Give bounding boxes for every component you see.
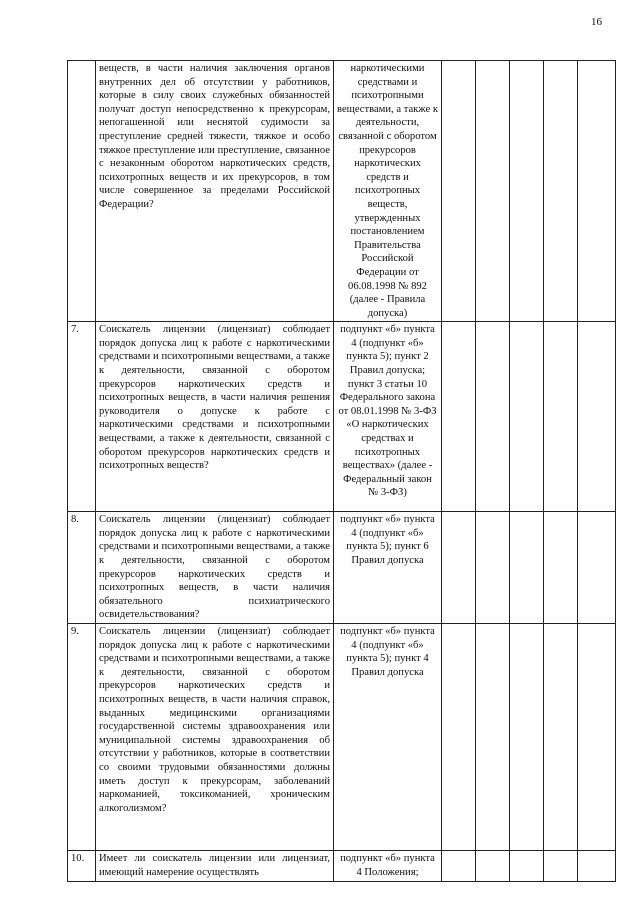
question-text: Соискатель лицензии (лицензиат) соблюдает порядок допуска лиц к работе с наркотическими средствами и психотропными веществами, а также к деятельности, связанной с оборотом прекурсоров наркотических средств и психотропных веществ, в части наличия решения руководителя о допуске к работе с наркотическими средствами и психотропными веществами, а также к деятельности, связанной с оборотом прекурсоров наркотических средств и психотропных веществ? <box>96 322 334 512</box>
page-number: 16 <box>591 16 602 28</box>
answer-cell <box>476 512 510 624</box>
comment-cell <box>578 624 616 851</box>
answer-cell <box>510 512 544 624</box>
answer-cell <box>476 322 510 512</box>
question-text: Соискатель лицензии (лицензиат) соблюдает порядок допуска лиц к работе с наркотическими средствами и психотропными веществами, а также к деятельности, связанной с оборотом прекурсоров наркотических средств и психотропных веществ, в части наличия справок, выданных медицинскими организациями государственной системы здравоохранения или муниципальной системы здравоохранения об отсутствии у работников, которые в соответствии со своими трудовыми обязанностями должны иметь доступ к прекурсорам, заболеваний наркоманией, токсикоманией, хроническим алкоголизмом? <box>96 624 334 851</box>
answer-cell <box>476 624 510 851</box>
checklist-table <box>67 60 616 882</box>
answer-cell <box>544 624 578 851</box>
table-row <box>68 512 616 624</box>
legal-reference: подпункт «б» пункта 4 (подпункт «б» пункта 5); пункт 2 Правил допуска; пункт 3 статьи 10 Федерального закона от 08.01.1998 № 3-ФЗ «О наркотических средствах и психотропных веществах» (далее - Федеральный закон № 3-ФЗ) <box>334 322 442 512</box>
table-row <box>68 851 616 882</box>
question-text: Соискатель лицензии (лицензиат) соблюдает порядок допуска лиц к работе с наркотическими средствами и психотропными веществами, а также к деятельности, связанной с оборотом прекурсоров наркотических средств и психотропных веществ, в части наличия обязательного психиатрического освидетельствования? <box>96 512 334 624</box>
row-number <box>68 61 96 322</box>
table-row <box>68 624 616 851</box>
legal-reference: наркотическими средствами и психотропными веществами, а также к деятельности, связанной с оборотом прекурсоров наркотических средств и психотропных веществ, утвержденных постановлением Правительства Российской Федерации от 06.08.1998 № 892 (далее - Правила допуска) <box>334 61 442 322</box>
answer-cell <box>510 322 544 512</box>
answer-cell <box>510 851 544 882</box>
question-text: Имеет ли соискатель лицензии или лицензиат, имеющий намерение осуществлять <box>96 851 334 882</box>
answer-cell <box>442 851 476 882</box>
answer-cell <box>510 624 544 851</box>
legal-reference: подпункт «б» пункта 4 Положения; <box>334 851 442 882</box>
answer-cell <box>476 851 510 882</box>
comment-cell <box>578 851 616 882</box>
comment-cell <box>578 322 616 512</box>
comment-cell <box>578 512 616 624</box>
answer-cell <box>544 322 578 512</box>
row-number: 8. <box>68 512 96 624</box>
legal-reference: подпункт «б» пункта 4 (подпункт «б» пункта 5); пункт 6 Правил допуска <box>334 512 442 624</box>
answer-cell <box>442 624 476 851</box>
answer-cell <box>510 61 544 322</box>
legal-reference: подпункт «б» пункта 4 (подпункт «б» пункта 5); пункт 4 Правил допуска <box>334 624 442 851</box>
answer-cell <box>442 512 476 624</box>
answer-cell <box>442 61 476 322</box>
answer-cell <box>544 61 578 322</box>
answer-cell <box>544 851 578 882</box>
row-number: 7. <box>68 322 96 512</box>
row-number: 10. <box>68 851 96 882</box>
row-number: 9. <box>68 624 96 851</box>
answer-cell <box>442 322 476 512</box>
table-row <box>68 322 616 512</box>
question-text: веществ, в части наличия заключения органов внутренних дел об отсутствии у работников, которые в силу своих служебных обязанностей получат доступ непосредственно к прекурсорам, непогашенной или неснятой судимости за преступление средней тяжести, тяжкое и особо тяжкое преступление или преступление, связанное с незаконным оборотом наркотических средств, психотропных веществ и их прекурсоров, в том числе совершенное за пределами Российской Федерации? <box>96 61 334 322</box>
answer-cell <box>476 61 510 322</box>
comment-cell <box>578 61 616 322</box>
answer-cell <box>544 512 578 624</box>
table-row <box>68 61 616 322</box>
